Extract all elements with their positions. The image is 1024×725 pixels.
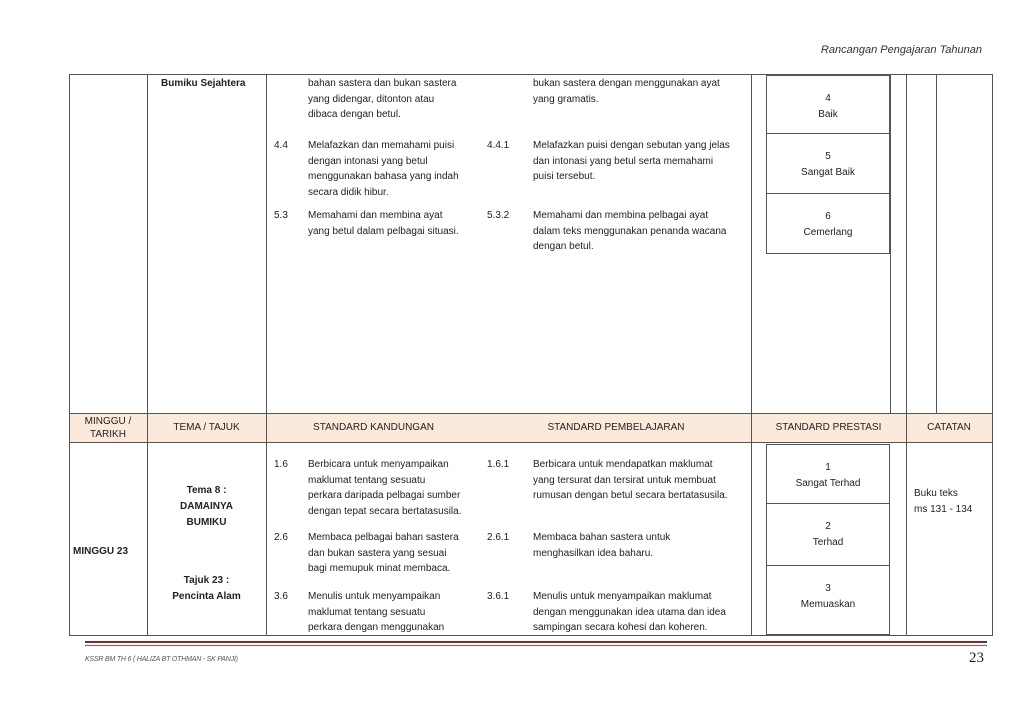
top-sk-continued-text: bahan sastera dan bukan sastera yang didengar, ditonton atau dibaca dengan betul.: [308, 78, 457, 120]
column-header-catatan: CATATAN: [927, 422, 971, 433]
sk-text: Berbicara untuk menyampaikan maklumat tentang sesuatu perkara daripada pelbagai sumber dengan tepat secara bertatasusila.: [308, 459, 462, 517]
prestasi-box: [766, 133, 890, 194]
column-header-minggu: MINGGU / TARIKH: [84, 415, 132, 440]
prestasi-box: [766, 193, 890, 254]
prestasi-box: [766, 75, 890, 134]
prestasi-label: Cemerlang: [803, 227, 853, 238]
table-left-border: [69, 74, 70, 636]
prestasi-level: 6: [825, 211, 831, 222]
prestasi-label: Baik: [818, 109, 838, 120]
col-divider-minggu: [147, 74, 148, 636]
prestasi-level: 2: [825, 521, 831, 532]
header-row-bottom-border: [69, 442, 993, 443]
catatan-inner-divider-top: [936, 74, 937, 413]
sk-code: 1.6: [274, 459, 288, 470]
top-tema-label: Bumiku Sejahtera: [161, 78, 246, 89]
sk-text: Memahami dan membina ayat yang betul dalam pelbagai situasi.: [308, 210, 459, 237]
tema-label: Tema 8 : DAMAINYA BUMIKU: [180, 485, 233, 528]
column-header-tema: TEMA / TAJUK: [173, 422, 240, 433]
sp-code: 2.6.1: [487, 532, 510, 543]
footer-rule-thin: [85, 645, 987, 646]
top-sp-continued-text: bukan sastera dengan menggunakan ayat yang gramatis.: [533, 78, 720, 105]
minggu-label: MINGGU 23: [73, 546, 129, 557]
lesson-plan-table: [69, 74, 993, 636]
sp-text: Melafazkan puisi dengan sebutan yang jelas dan intonasi yang betul serta memahami puisi tersebut.: [533, 140, 730, 182]
footer-left-text: KSSR BM TH 6 ( HALIZA BT OTHMAN - SK PANJI): [85, 656, 238, 663]
prestasi-level: 1: [825, 462, 831, 473]
sp-code: 1.6.1: [487, 459, 510, 470]
col-divider-tema: [266, 74, 267, 636]
catatan-text: Buku teks ms 131 - 134: [914, 488, 973, 515]
tajuk-label: Tajuk 23 : Pencinta Alam: [172, 575, 241, 602]
table-right-border: [992, 74, 993, 636]
footer-rule: [85, 641, 987, 643]
prestasi-level: 4: [825, 93, 831, 104]
sk-text: Melafazkan dan memahami puisi dengan intonasi yang betul menggunakan bahasa yang indah secara didik hibur.: [308, 140, 459, 198]
table-bottom-border: [69, 635, 993, 636]
prestasi-level: 5: [825, 151, 831, 162]
page-number: 23: [969, 650, 984, 666]
prestasi-box: [766, 444, 890, 504]
sk-code: 3.6: [274, 591, 288, 602]
prestasi-label: Memuaskan: [800, 599, 856, 610]
sp-text: Berbicara untuk mendapatkan maklumat yang tersurat dan tersirat untuk membuat rumusan dengan betul secara bertatasusila.: [533, 459, 728, 501]
prestasi-box: [766, 565, 890, 635]
prestasi-level: 3: [825, 583, 831, 594]
sk-code: 4.4: [274, 140, 288, 151]
sp-text: Membaca bahan sastera untuk menghasilkan idea baharu.: [533, 532, 671, 559]
sp-code: 5.3.2: [487, 210, 510, 221]
prestasi-inner-divider-top: [890, 74, 891, 413]
sp-code: 3.6.1: [487, 591, 510, 602]
prestasi-label: Sangat Terhad: [795, 478, 861, 489]
column-header-prestasi: STANDARD PRESTASI: [775, 422, 882, 433]
prestasi-box: [766, 503, 890, 566]
sk-text: Menulis untuk menyampaikan maklumat tentang sesuatu perkara dengan menggunakan: [308, 591, 445, 633]
col-divider-sp: [751, 74, 752, 636]
column-header-sp: STANDARD PEMBELAJARAN: [547, 422, 685, 433]
document-header-title: Rancangan Pengajaran Tahunan: [820, 44, 982, 56]
sp-text: Memahami dan membina pelbagai ayat dalam teks menggunakan penanda wacana dengan betul.: [533, 210, 727, 252]
prestasi-label: Sangat Baik: [801, 167, 855, 178]
prestasi-label: Terhad: [812, 537, 844, 548]
column-header-sk: STANDARD KANDUNGAN: [313, 422, 434, 433]
sk-text: Membaca pelbagai bahan sastera dan bukan sastera yang sesuai bagi memupuk minat membaca.: [308, 532, 459, 574]
sk-code: 2.6: [274, 532, 288, 543]
sk-code: 5.3: [274, 210, 288, 221]
sp-code: 4.4.1: [487, 140, 510, 151]
col-divider-prestasi: [906, 74, 907, 636]
sp-text: Menulis untuk menyampaikan maklumat dengan menggunakan idea utama dan idea sampingan secara kohesi dan koheren.: [533, 591, 726, 633]
